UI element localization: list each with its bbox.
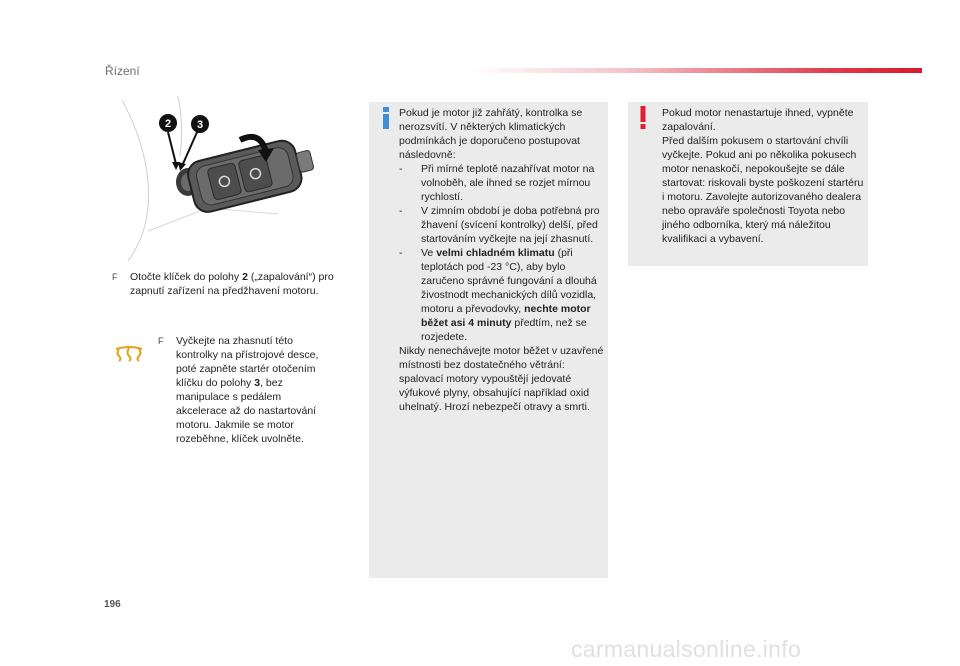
warning-line2: Před dalším pokusem o startování chvíli vyčkejte. Pokud ani po několika pokusech motor nenaskočí, nepokoušejte se dále startovat: riskovali byste poškození startéru i motoru. Zavolejte autorizovaného dealera nebo opraváře společnosti Toyota nebo jiného odborníka, který má náležitou kvalifikaci a vybavení. <box>662 135 864 245</box>
callout-3-pointer <box>182 130 198 166</box>
info-list-item: - Při mírné teplotě nazahřívat motor na volnoběh, ale ihned se rozjet mírnou rychlostí. <box>399 163 595 203</box>
header-accent-bar <box>470 68 922 73</box>
info-intro: Pokud je motor již zahřátý, kontrolka se nerozsvítí. V některých klimatických podmínkách je doporučeno postupovat následovně: <box>399 107 583 161</box>
warning-line1: Pokud motor nenastartuje ihned, vypněte zapalování. <box>662 107 854 133</box>
page-number: 196 <box>104 599 121 610</box>
callout-3-label: 3 <box>196 119 204 131</box>
glow-plug-icon <box>113 343 145 363</box>
step-bullet: F <box>158 336 164 346</box>
page-section-title: Řízení <box>105 64 140 78</box>
step1-text-after: („zapalování“) pro zapnutí zařízení na předžhavení motoru. <box>130 271 334 297</box>
key-ignition-illustration <box>118 96 354 266</box>
step1-text-before: Otočte klíček do polohy <box>130 271 243 283</box>
watermark: carmanualsonline.info <box>571 636 802 662</box>
warning-box-text <box>662 106 864 246</box>
info-item3-bold2: nechte motor běžet asi 4 minuty <box>421 303 591 329</box>
info-item2-text: V zimním období je doba potřebná pro žhavení (svícení kontrolky) delší, před startováním vyčkejte na její zhasnutí. <box>421 205 600 245</box>
info-item1-text: Při mírné teplotě nazahřívat motor na volnoběh, ale ihned se rozjet mírnou rychlostí. <box>421 163 595 203</box>
info-item3-text-b: (při teplotách pod -23 °C), aby bylo zaručeno správné fungování a dlouhá živostnodt mechanických dílů vozidla, motoru a převodovky, <box>421 247 597 315</box>
instruction-step-wait-start <box>158 334 334 446</box>
step-bullet: F <box>112 272 118 282</box>
warning-exclamation-icon <box>638 106 648 130</box>
step2-position: 3 <box>254 377 261 389</box>
step2-text-after: , bez manipulace s pedálem akcelerace až do nastartování motoru. Jakmile se motor rozeběhne, klíček uvolněte. <box>176 377 317 445</box>
info-item3-text-a: Ve <box>421 247 437 259</box>
info-list-item: - Ve velmi chladném klimatu (při teplotách pod -23 °C), aby bylo zaručeno správné fungování a dlouhá živostnodt mechanických dílů vozidla, motoru a převodovky, nechte motor běžet asi 4 minuty předtím, než se rozjedete. <box>399 247 597 343</box>
instruction-step-turn-key <box>112 270 362 298</box>
step1-position: 2 <box>242 271 248 283</box>
info-closing: Nikdy nenechávejte motor běžet v uzavřené místnosti bez dostatečného větrání: spalovací motory vypouštějí jedovaté výfukové plyny, obsahující například oxid uhelnatý. Hrozí nebezpečí otravy a smrti. <box>399 345 604 413</box>
info-list-item: - V zimním období je doba potřebná pro žhavení (svícení kontrolky) delší, před startováním vyčkejte na její zhasnutí. <box>399 205 600 245</box>
info-icon <box>379 107 393 129</box>
info-item3-bold1: velmi chladném klimatu <box>436 247 555 259</box>
info-box-text <box>399 106 604 414</box>
dashboard-outline-left <box>122 100 148 261</box>
step2-text-before: Vyčkejte na zhasnutí této kontrolky na přístrojové desce, poté zapněte startér otočením klíčku do polohy <box>176 335 319 389</box>
callout-2-label: 2 <box>164 118 172 130</box>
dashboard-outline-top <box>178 96 182 156</box>
info-item3-text-c: předtím, než se rozjedete. <box>421 317 587 343</box>
key-fob <box>185 134 318 214</box>
callout-2-pointer <box>168 132 176 164</box>
